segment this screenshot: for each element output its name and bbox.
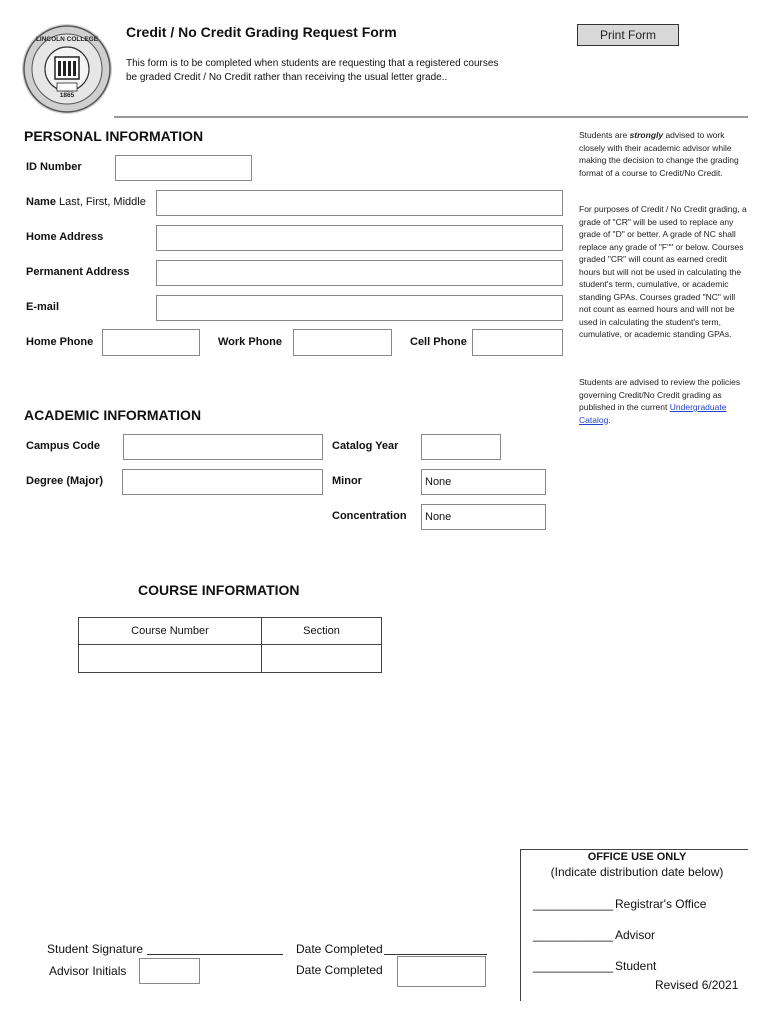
form-title: Credit / No Credit Grading Request Form bbox=[126, 24, 397, 40]
date-completed-label-2: Date Completed bbox=[296, 963, 383, 977]
campus-code-input[interactable] bbox=[123, 434, 323, 460]
student-signature-line[interactable] bbox=[147, 941, 283, 955]
course-number-cell[interactable] bbox=[79, 645, 262, 673]
catalog-year-input[interactable] bbox=[421, 434, 501, 460]
advisor-initials-label: Advisor Initials bbox=[49, 964, 127, 978]
date-completed-label-1: Date Completed bbox=[296, 942, 383, 956]
sidebar-note-grading: For purposes of Credit / No Credit grading, a grade of "CR" will be used to replace any grade of "D" or better. A grade of NC shall replace any grade of "F"" or below. Courses graded "CR" will count as earned credit hours but will not be used in calculating the student's term, cumulative, or academic standing GPAs. Courses graded "NC" will not count as earned hours and will not be used in calculating the student's term, cumulative, or academic standing GPAs. bbox=[579, 204, 747, 339]
undergraduate-catalog-link[interactable]: Undergraduate Catalog bbox=[579, 402, 727, 425]
header-divider bbox=[114, 116, 748, 118]
name-input[interactable] bbox=[156, 190, 563, 216]
cell-phone-input[interactable] bbox=[472, 329, 563, 356]
permanent-address-input[interactable] bbox=[156, 260, 563, 286]
email-input[interactable] bbox=[156, 295, 563, 321]
catalog-year-label: Catalog Year bbox=[332, 440, 399, 452]
office-use-subtitle: (Indicate distribution date below) bbox=[550, 865, 724, 879]
campus-code-label: Campus Code bbox=[26, 440, 100, 452]
course-heading: COURSE INFORMATION bbox=[138, 582, 300, 598]
table-row bbox=[79, 645, 382, 673]
office-use-title: OFFICE USE ONLY bbox=[587, 851, 687, 863]
name-label: Name Last, First, Middle bbox=[26, 196, 146, 208]
seal-text: LINCOLN COLLEGE bbox=[35, 36, 99, 43]
cell-phone-label: Cell Phone bbox=[410, 336, 467, 348]
permanent-address-label: Permanent Address bbox=[26, 266, 130, 278]
advisor-initials-input[interactable] bbox=[139, 958, 200, 984]
id-number-input[interactable] bbox=[115, 155, 252, 181]
degree-major-label: Degree (Major) bbox=[26, 475, 104, 487]
advisor-blank[interactable]: ____________ bbox=[533, 928, 614, 942]
revised-date: Revised 6/2021 bbox=[655, 978, 739, 992]
home-address-label: Home Address bbox=[26, 231, 104, 243]
home-address-input[interactable] bbox=[156, 225, 563, 251]
concentration-label: Concentration bbox=[332, 510, 407, 522]
work-phone-input[interactable] bbox=[293, 329, 392, 356]
student-label: Student bbox=[615, 959, 657, 973]
minor-label: Minor bbox=[332, 475, 362, 487]
concentration-input[interactable] bbox=[421, 504, 546, 530]
email-label: E-mail bbox=[26, 301, 60, 313]
sidebar-note-advisor: Students are strongly advised to work closely with their academic advisor while making the decision to change the grading format of a course to Credit/No Credit. bbox=[579, 130, 739, 178]
name-hint: Last, First, Middle bbox=[59, 196, 146, 208]
date-completed-line[interactable] bbox=[384, 941, 487, 955]
sidebar-note-catalog: Students are advised to review the policies governing Credit/No Credit grading as published in the current Undergraduate Catalog. bbox=[579, 377, 741, 425]
advisor-label: Advisor bbox=[615, 928, 656, 942]
course-number-header: Course Number bbox=[79, 618, 262, 645]
academic-heading: ACADEMIC INFORMATION bbox=[24, 407, 202, 423]
personal-heading: PERSONAL INFORMATION bbox=[24, 128, 204, 144]
seal-year: 1865 bbox=[59, 92, 75, 99]
student-blank[interactable]: ____________ bbox=[533, 959, 614, 973]
section-header: Section bbox=[262, 618, 382, 645]
registrar-blank[interactable]: ____________ bbox=[533, 897, 614, 911]
minor-input[interactable] bbox=[421, 469, 546, 495]
section-cell[interactable] bbox=[262, 645, 382, 673]
form-intro: This form is to be completed when students are requesting that a registered courses be graded Credit / No Credit rather than receiving the usual letter grade.. bbox=[126, 58, 499, 83]
degree-major-input[interactable] bbox=[122, 469, 323, 495]
table-row bbox=[79, 618, 382, 645]
course-table bbox=[78, 617, 382, 673]
home-phone-input[interactable] bbox=[102, 329, 200, 356]
student-signature-label: Student Signature bbox=[47, 942, 144, 956]
home-phone-label: Home Phone bbox=[26, 336, 94, 348]
id-number-label: ID Number bbox=[26, 161, 82, 173]
print-form-button[interactable]: Print Form bbox=[577, 24, 679, 46]
work-phone-label: Work Phone bbox=[218, 336, 282, 348]
registrar-office-label: Registrar's Office bbox=[615, 897, 707, 911]
date-completed-input[interactable] bbox=[397, 956, 486, 987]
